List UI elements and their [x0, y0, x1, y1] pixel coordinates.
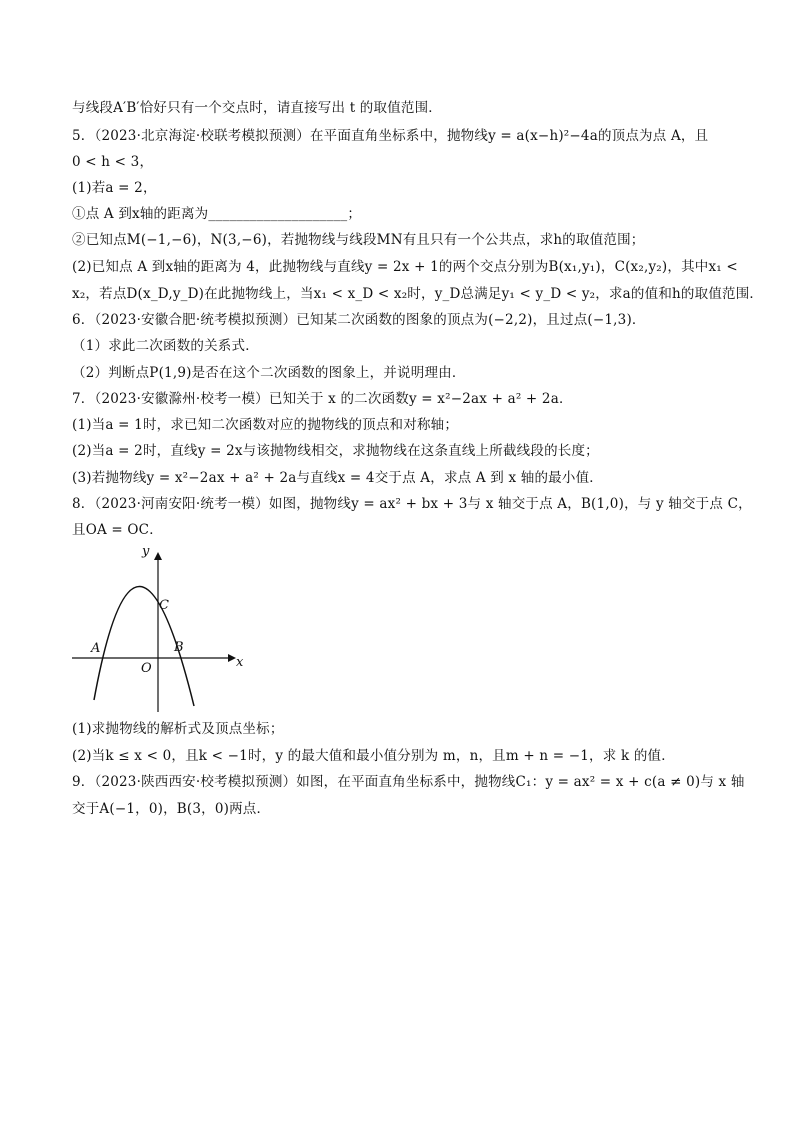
parabola-figure: [66, 538, 256, 714]
point-c-label: C: [159, 598, 169, 613]
text-line: (1)若a = 2，: [72, 180, 157, 196]
text-line: 与线段A′B′恰好只有一个交点时，请直接写出 t 的取值范围．: [72, 100, 443, 116]
point-b-label: B: [174, 640, 184, 655]
text-line: 交于A(−1，0)，B(3，0)两点．: [72, 801, 271, 817]
text-line: (1)当a = 1时，求已知二次函数对应的抛物线的顶点和对称轴；: [72, 417, 459, 433]
y-axis-arrow: [154, 552, 162, 560]
text-line: 9．（2023·陕西西安·校考模拟预测）如图，在平面直角坐标系中，抛物线C₁：y = ax² = x + c(a ≠ 0)与 x 轴: [72, 774, 745, 790]
text-line: 7．（2023·安徽滁州·校考一模）已知关于 x 的二次函数y = x²−2ax + a² + 2a．: [72, 391, 573, 407]
x-axis-label: x: [236, 655, 244, 670]
point-a-label: A: [91, 641, 101, 656]
text-line: (1)求抛物线的解析式及顶点坐标；: [72, 721, 284, 737]
text-line: ②已知点M(−1,−6)，N(3,−6)，若抛物线与线段MN有且只有一个公共点，求h的取值范围；: [72, 232, 645, 248]
text-line: x₂，若点D(x_D,y_D)在此抛物线上，当x₁ < x_D < x₂时，y_D总满足y₁ < y_D < y₂，求a的值和h的取值范围．: [72, 286, 764, 302]
text-line: ①点 A 到x轴的距离为____________________；: [72, 206, 362, 222]
text-line: 8．（2023·河南安阳·统考一模）如图，抛物线y = ax² + bx + 3与 x 轴交于点 A，B(1,0)，与 y 轴交于点 C，: [72, 496, 752, 512]
text-line: （2）判断点P(1,9)是否在这个二次函数的图象上，并说明理由．: [72, 365, 466, 381]
text-line: (3)若抛物线y = x²−2ax + a² + 2a与直线x = 4交于点 A，求点 A 到 x 轴的最小值．: [72, 470, 603, 486]
text-line: 5．（2023·北京海淀·校联考模拟预测）在平面直角坐标系中，抛物线y = a(x−h)²−4a的顶点为点 A，且: [72, 128, 709, 144]
text-line: （1）求此二次函数的关系式．: [72, 338, 259, 354]
y-axis-label: y: [142, 544, 150, 559]
text-line: (2)已知点 A 到x轴的距离为 4，此抛物线与直线y = 2x + 1的两个交点分别为B(x₁,y₁)，C(x₂,y₂)，其中x₁ <: [72, 259, 738, 275]
x-axis-arrow: [228, 654, 236, 662]
text-line: 0 < h < 3，: [72, 154, 154, 170]
text-line: 且OA = OC．: [72, 522, 163, 538]
origin-label: O: [141, 661, 152, 676]
text-line: 6．（2023·安徽合肥·统考模拟预测）已知某二次函数的图象的顶点为(−2,2)，且过点(−1,3)．: [72, 312, 646, 328]
text-line: (2)当a = 2时，直线y = 2x与该抛物线相交，求抛物线在这条直线上所截线段的长度；: [72, 443, 599, 459]
text-line: (2)当k ≤ x < 0，且k < −1时，y 的最大值和最小值分别为 m，n，且m + n = −1，求 k 的值．: [72, 748, 675, 764]
